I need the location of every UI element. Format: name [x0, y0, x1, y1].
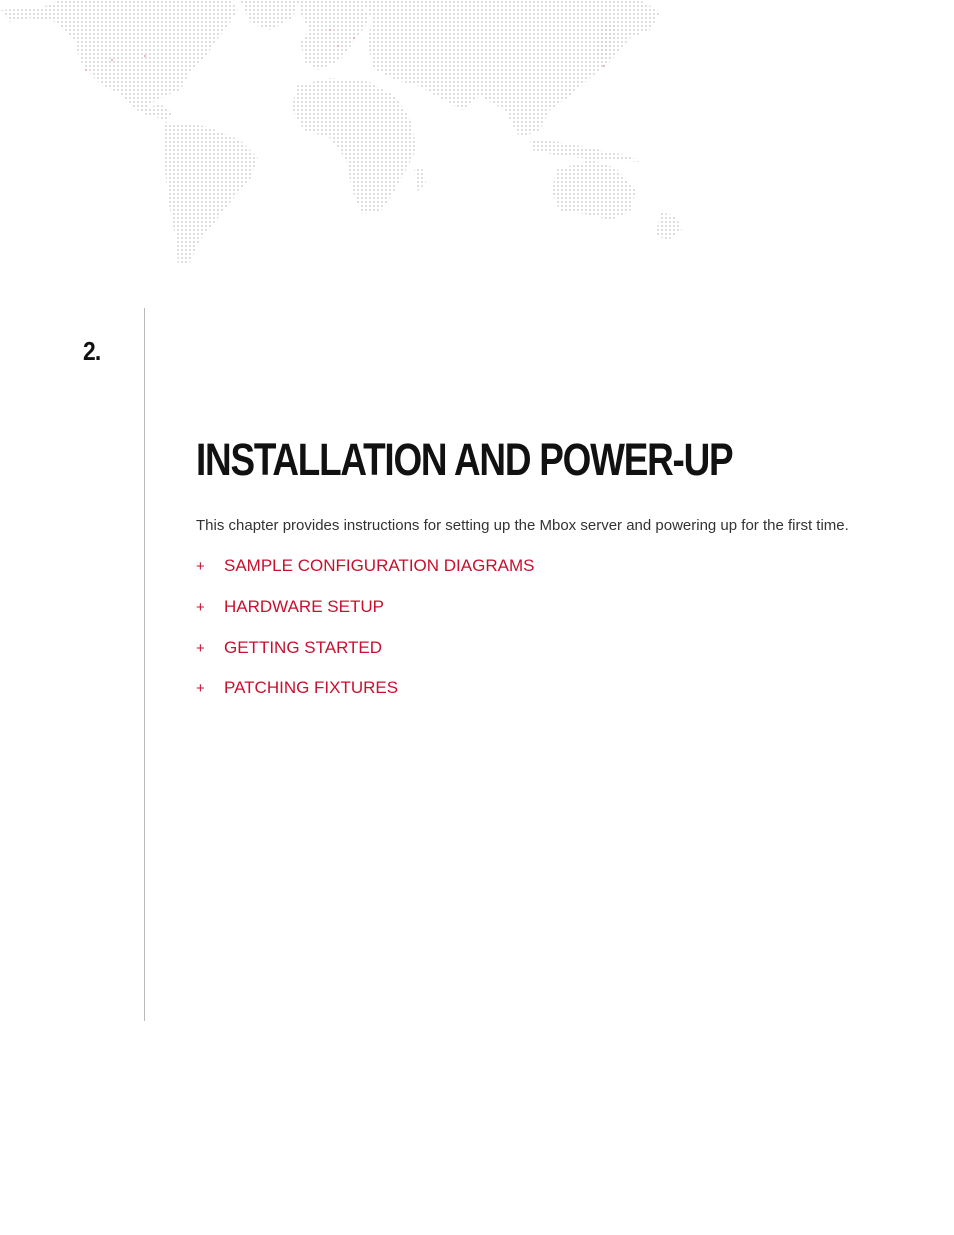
toc-link-getting-started[interactable]: GETTING STARTED — [224, 638, 383, 657]
toc-item-getting-started — [196, 637, 534, 677]
chapter-intro: This chapter provides instructions for setting up the Mbox server and powering up for the first time. — [196, 517, 849, 534]
chapter-title: INSTALLATION AND POWER-UP — [196, 434, 733, 485]
world-map-graphic — [0, 0, 700, 270]
chapter-toc-list — [196, 555, 534, 718]
toc-item-hardware-setup — [196, 596, 534, 637]
plus-bullet-icon: + — [196, 558, 205, 575]
toc-link-sample-configuration-diagrams[interactable]: SAMPLE CONFIGURATION DIAGRAMS — [224, 556, 535, 575]
plus-bullet-icon: + — [196, 640, 205, 657]
toc-item-sample-configuration-diagrams — [196, 555, 534, 596]
vertical-divider — [144, 308, 145, 1021]
toc-link-hardware-setup[interactable]: HARDWARE SETUP — [224, 597, 384, 616]
plus-bullet-icon: + — [196, 680, 205, 697]
toc-link-patching-fixtures[interactable]: PATCHING FIXTURES — [224, 678, 399, 697]
chapter-number: 2. — [83, 336, 101, 366]
toc-item-patching-fixtures — [196, 677, 534, 718]
plus-bullet-icon: + — [196, 599, 205, 616]
